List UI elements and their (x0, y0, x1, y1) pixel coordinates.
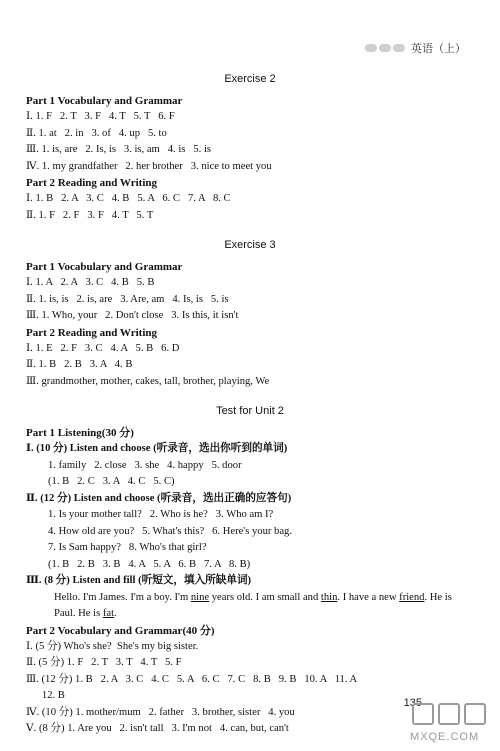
part-heading: Part 1 Listening(30 分) (26, 427, 134, 439)
watermark-logo (404, 703, 490, 743)
answer-line: Ⅴ. (8 分) 1. Are you 2. isn't tall 3. I'm not 4. can, but, can't (26, 723, 289, 734)
answer-line: Ⅲ. 1. is, are 2. Is, is 3. is, am 4. is 5. is (26, 144, 212, 155)
section-heading: Ⅲ. (8 分) Listen and fill (听短文，填入所缺单词) (26, 575, 252, 586)
answer-line: 1. Is your mother tall? 2. Who is he? 3. Who am I? (48, 509, 274, 520)
watermark-text: MXQE.COM (410, 731, 480, 743)
watermark-square-icon (412, 703, 434, 725)
paragraph-text: years old. I am small and (209, 591, 321, 603)
paragraph-text: . I have a new (337, 591, 400, 603)
answer-line: Ⅱ. 1. B 2. B 3. A 4. B (26, 359, 133, 370)
header-decoration-icon (365, 41, 407, 55)
answer-line: Ⅱ. 1. F 2. F 3. F 4. T 5. T (26, 209, 154, 221)
watermark-square-icon (438, 703, 460, 725)
watermark-square-icon (464, 703, 486, 725)
paragraph-text: Hello. I'm James. I'm a boy. I'm (54, 591, 191, 603)
part-heading: Part 1 Vocabulary and Grammar (26, 95, 183, 107)
answer-line: Ⅳ. 1. my grandfather 2. her brother 3. nice to meet you (26, 160, 272, 172)
filled-word: thin (320, 591, 338, 603)
part-heading: Part 2 Reading and Writing (26, 177, 157, 189)
answer-line: Ⅰ. 1. E 2. F 3. C 4. A 5. B 6. D (26, 342, 180, 354)
exercise-2-title: Exercise 2 (224, 73, 276, 85)
part-heading: Part 2 Vocabulary and Grammar(40 分) (26, 624, 215, 637)
answer-line: 1. family 2. close 3. she 4. happy 5. door (48, 459, 242, 471)
answer-line: 7. Is Sam happy? 8. Who's that girl? (48, 542, 207, 553)
answer-line: Ⅲ. (12 分) 1. B 2. A 3. C 4. C 5. A 6. C 7. C 8. B 9. B 10. A 11. A (26, 673, 358, 685)
answer-line: Ⅱ. 1. at 2. in 3. of 4. up 5. to (26, 127, 167, 139)
page-header (365, 38, 466, 58)
filled-word: fat (102, 608, 115, 619)
page-number: 135 (403, 697, 422, 709)
answer-line: 4. How old are you? 5. What's this? 6. Here's your bag. (48, 525, 292, 537)
answer-line: Ⅰ. 1. F 2. T 3. F 4. T 5. T 6. F (26, 111, 175, 122)
filled-word: nine (190, 591, 210, 603)
answer-line: Ⅰ. (5 分) Who's she? She's my big sister. (26, 640, 199, 652)
test-unit-2-title: Test for Unit 2 (216, 405, 284, 417)
part-heading: Part 2 Reading and Writing (26, 326, 157, 339)
answer-line: Ⅲ. 1. Who, your 2. Don't close 3. Is this, it isn't (26, 310, 239, 321)
exercise-2-section (26, 72, 474, 224)
answer-line: Ⅱ. (5 分) 1. F 2. T 3. T 4. T 5. F (26, 657, 182, 668)
exercise-3-title: Exercise 3 (224, 239, 276, 251)
header-title: 英语（上） (411, 42, 466, 55)
section-heading: Ⅰ. (10 分) Listen and choose (听录音，选出你听到的单词) (26, 443, 288, 454)
fill-paragraph (26, 590, 474, 623)
answer-line: Ⅳ. (10 分) 1. mother/mum 2. father 3. brother, sister 4. you (26, 706, 295, 718)
part-heading: Part 1 Vocabulary and Grammar (26, 261, 183, 273)
answer-line: (1. B 2. C 3. A 4. C 5. C) (48, 476, 175, 487)
answer-key (26, 72, 474, 738)
answer-line: Ⅰ. 1. B 2. A 3. C 4. B 5. A 6. C 7. A 8. C (26, 193, 231, 204)
filled-word: friend (399, 591, 425, 603)
answer-line: Ⅲ. grandmother, mother, cakes, tall, brother, playing, We (26, 375, 270, 387)
answer-line: Ⅱ. 1. is, is 2. is, are 3. Are, am 4. Is, is 5. is (26, 293, 229, 305)
exercise-3-section (26, 238, 474, 390)
paragraph-text: . He is Paul. He is (54, 591, 452, 619)
answer-line: (1. B 2. B 3. B 4. A 5. A 6. B 7. A 8. B) (48, 558, 251, 570)
paragraph-text: . (114, 608, 117, 619)
answer-line: Ⅰ. 1. A 2. A 3. C 4. B 5. B (26, 277, 155, 288)
section-heading: Ⅱ. (12 分) Listen and choose (听录音，选出正确的应答句) (26, 492, 292, 504)
test-unit-2-section (26, 404, 474, 738)
answer-line: 12. B (26, 690, 65, 701)
